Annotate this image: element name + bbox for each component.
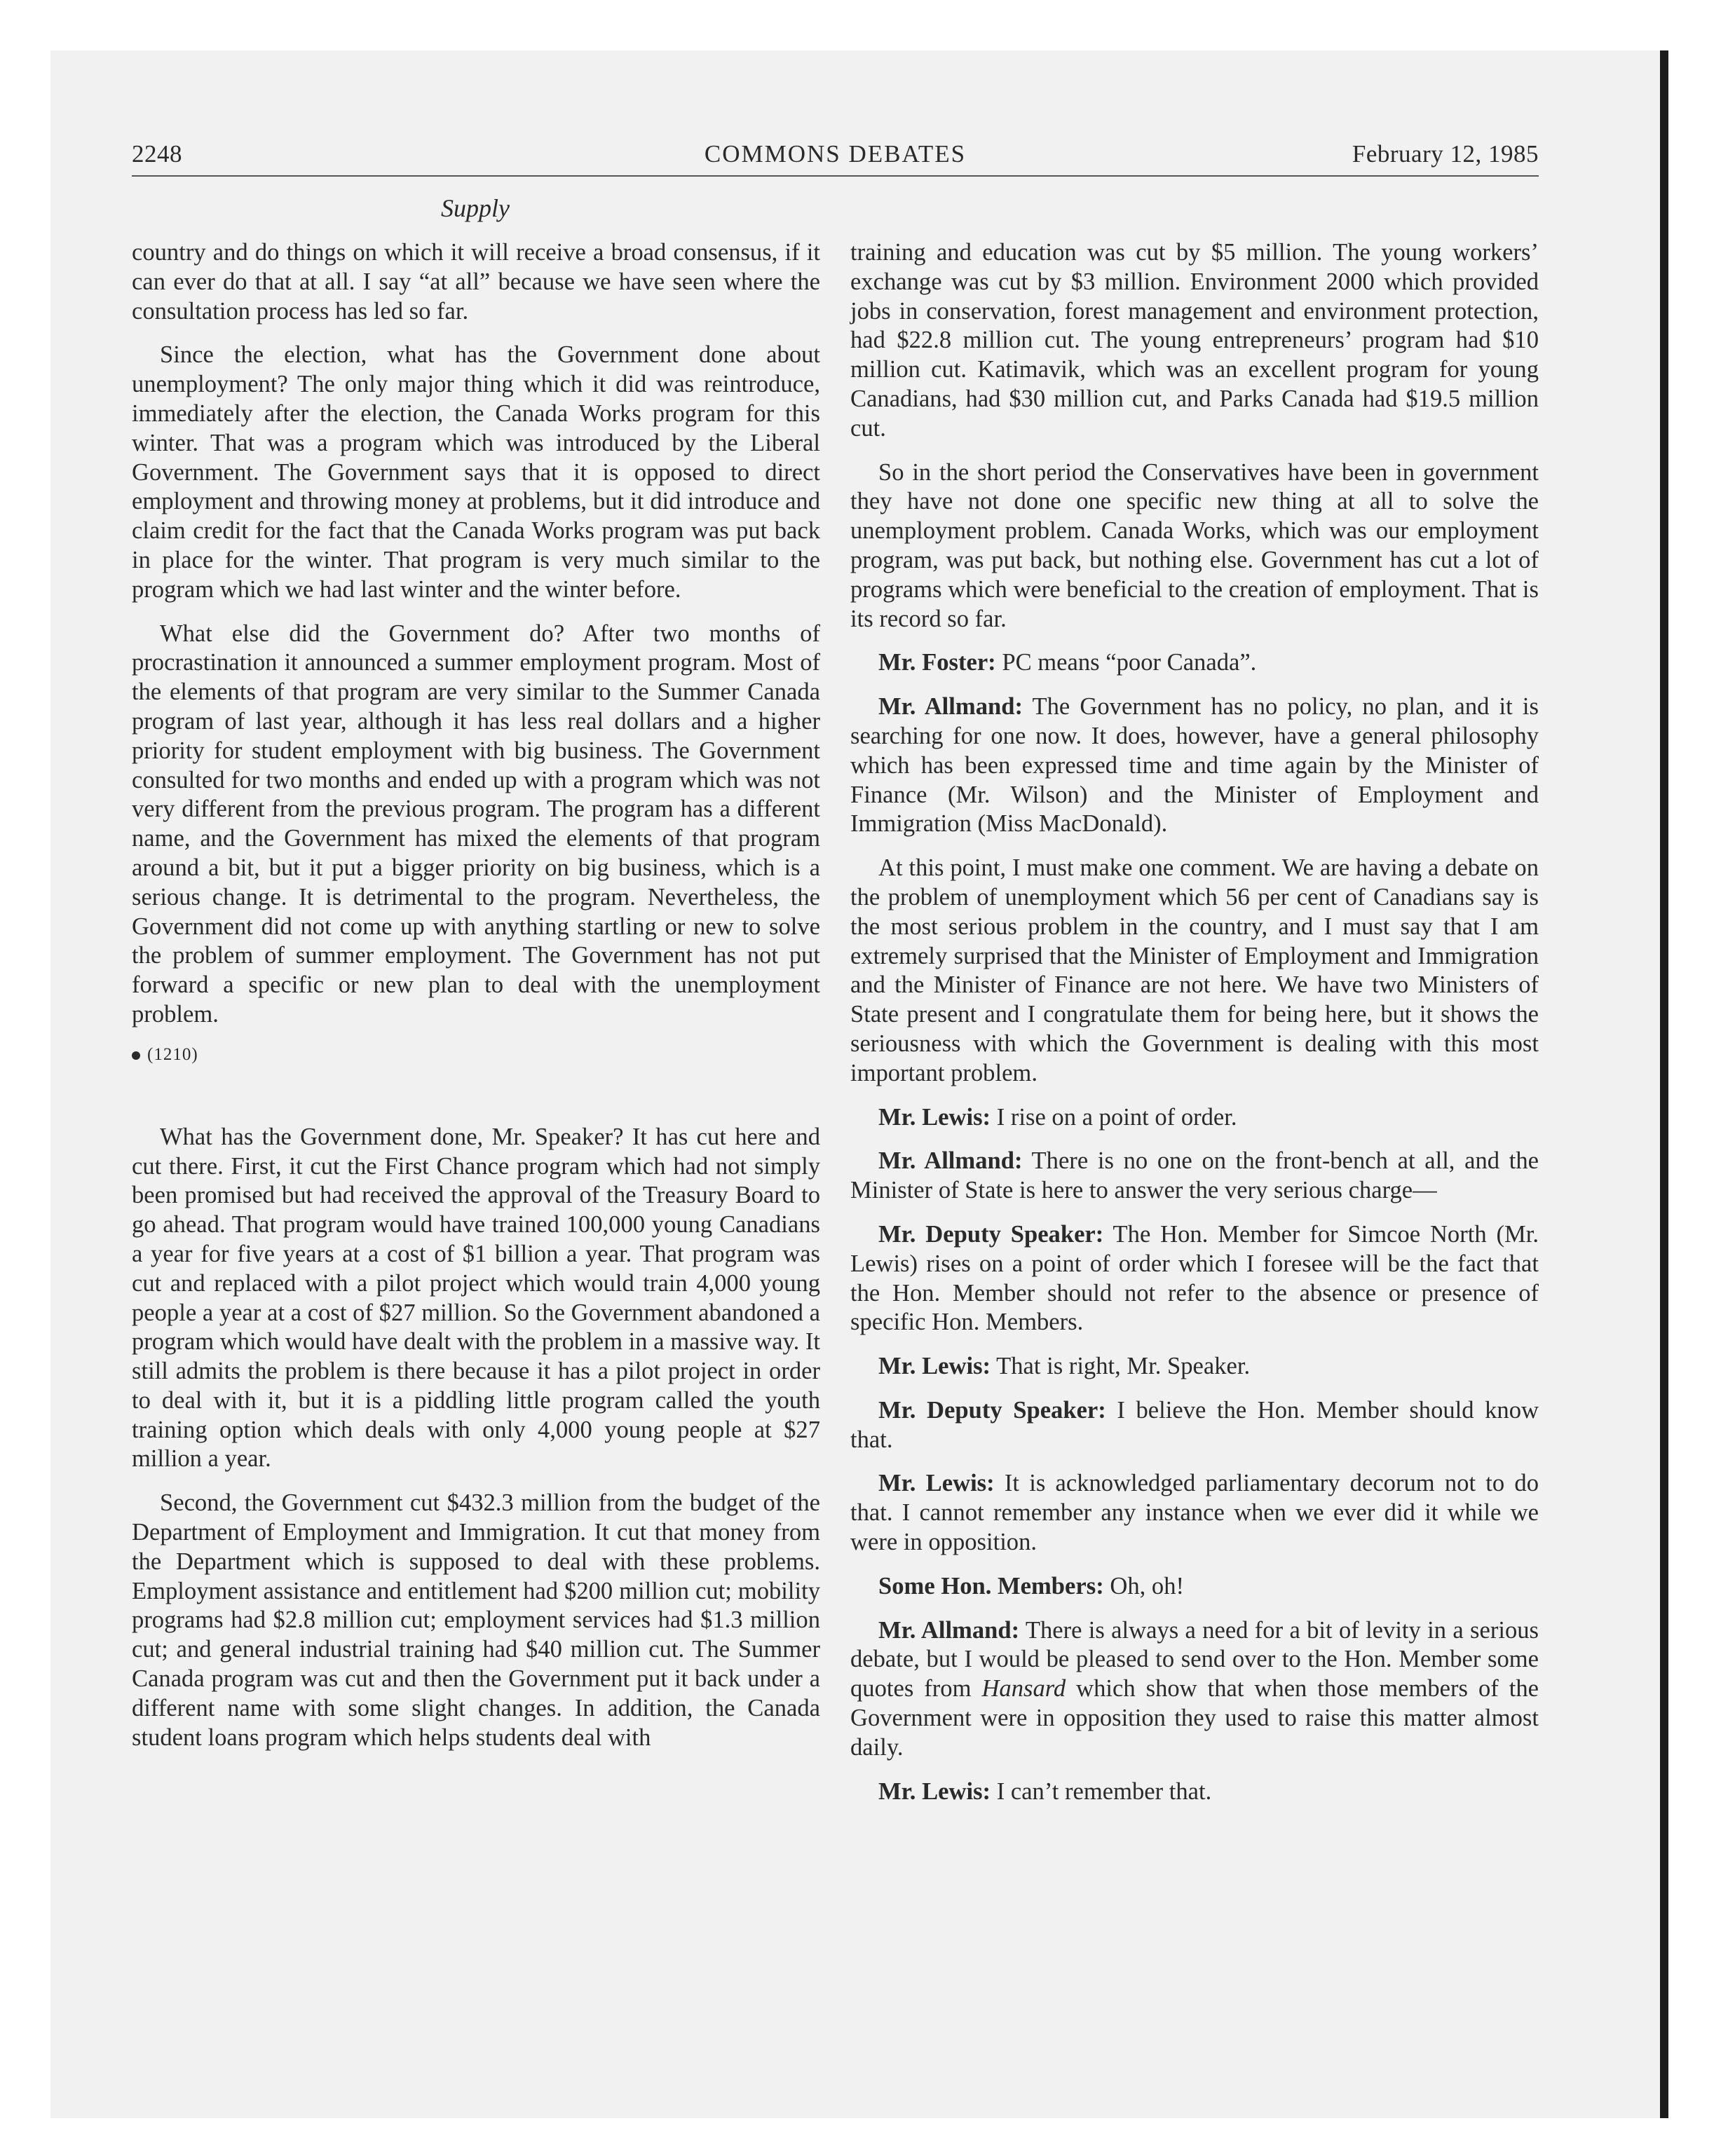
- speaker-name: Mr. Lewis:: [878, 1470, 995, 1497]
- paragraph: So in the short period the Conservatives have been in government they have not done one specific new thing at all to solve the unemployment problem. Canada Works, which was our employment program, was put back, but nothing else. Government has cut a lot of programs which were beneficial to the creation of employment. That is its record so far.: [850, 458, 1539, 632]
- left-column: [132, 238, 820, 1767]
- speaker-name: Mr. Allmand:: [878, 1147, 1023, 1175]
- speech-text: It is acknowledged parliamentary decorum not to do that. I cannot remember any instance when we ever did it while we were in opposition.: [850, 1470, 1539, 1556]
- time-marker: [132, 1044, 820, 1065]
- speech: [850, 1147, 1539, 1206]
- publication-date: February 12, 1985: [1352, 140, 1539, 168]
- paragraph: country and do things on which it will receive a broad consensus, if it can ever do that at all. I say “at all” because we have seen where the consultation process has led so far.: [132, 239, 820, 325]
- speaker-name: Mr. Allmand:: [878, 1616, 1020, 1644]
- speaker-name: Mr. Deputy Speaker:: [878, 1220, 1104, 1248]
- paragraph: At this point, I must make one comment. We are having a debate on the problem of unemployment which 56 per cent of Canadians say is the most serious problem in the country, and I must say that I am extremely surprised that the Minister of Employment and Immigration and the Minister of Finance are not here. We have two Ministers of State present and I congratulate them for being here, but it shows the seriousness with which the Government is dealing with this most important problem.: [850, 854, 1539, 1086]
- paragraph: What has the Government done, Mr. Speaker? It has cut here and cut there. First, it cut the First Chance program which had not simply been promised but had received the approval of the Treasury Board to go ahead. That program would have trained 100,000 young Canadians a year for five years at a cost of $1 billion a year. That program was cut and replaced with a pilot project which would train 4,000 young people a year at a cost of $27 million. So the Government abandoned a program which would have dealt with the problem in a massive way. It still admits the problem is there because it has a pilot project in order to deal with it, but it is a piddling little program called the youth training option which deals with only 4,000 young people at $27 million a year.: [132, 1123, 821, 1473]
- hansard-title: Hansard: [981, 1675, 1066, 1703]
- speech: [850, 648, 1539, 678]
- publication-title: COMMONS DEBATES: [704, 140, 967, 168]
- speech: [850, 1572, 1539, 1602]
- speaker-name: Mr. Lewis:: [878, 1778, 991, 1805]
- speech-text: PC means “poor Canada”.: [995, 649, 1257, 676]
- speech-text: The Government has no policy, no plan, and it is searching for one now. It does, however, have a general philosophy which has been expressed time and time again by the Minister of Finance (Mr. Wilson) and the Minister of Employment and Immigration (Miss MacDonald).: [850, 693, 1539, 838]
- speech-text: The Hon. Member for Simcoe North (Mr. Lewis) rises on a point of order which I foresee will be the fact that the Hon. Member should not refer to the absence or presence of specific Hon. Members.: [850, 1220, 1539, 1336]
- speech-text: I believe the Hon. Member should know that.: [850, 1396, 1539, 1453]
- speech-text: I can’t remember that.: [991, 1778, 1212, 1805]
- paragraph: Since the election, what has the Government done about unemployment? The only major thing which it did was reintroduce, immediately after the election, the Canada Works program for this winter. That was a program which was introduced by the Liberal Government. The Government says that it is opposed to direct employment and throwing money at problems, but it did introduce and claim credit for the fact that the Canada Works program was put back in place for the winter. That program is very much similar to the program which we had last winter and the winter before.: [132, 341, 820, 603]
- speaker-name: Some Hon. Members:: [878, 1572, 1104, 1599]
- speech: [850, 1616, 1539, 1763]
- paragraph: Second, the Government cut $432.3 million from the budget of the Department of Employment and Immigration. It cut that money from the Department which is supposed to deal with these problems. Employment assistance and entitlement had $200 million cut; mobility programs had $2.8 million cut; employment services had $1.3 million cut; and general industrial training had $40 million cut. The Summer Canada program was cut and then the Government put it back under a different name with some slight changes. In addition, the Canada student loans program which helps students deal with: [132, 1489, 820, 1751]
- section-heading: Supply: [441, 194, 510, 222]
- paragraph: What else did the Government do? After two months of procrastination it announced a summer employment program. Most of the elements of that program are very similar to the Summer Canada program of last year, although it has less real dollars and a higher priority for student employment with big business. The Government consulted for two months and ended up with a program which was not very different from the previous program. The program has a different name, and the Government has mixed the elements of that program around a bit, but it put a bigger priority on big business, which is a serious change. It is detrimental to the program. Nevertheless, the Government did not come up with anything startling or new to solve the problem of summer employment. The Government has not put forward a specific or new plan to deal with the unemployment problem.: [132, 620, 820, 1028]
- speaker-name: Mr. Lewis:: [878, 1353, 991, 1380]
- speech-text: There is no one on the front-bench at all, and the Minister of State is here to answer the very serious charge—: [850, 1147, 1539, 1204]
- speech: [850, 1469, 1539, 1557]
- speech-text: I rise on a point of order.: [991, 1103, 1237, 1131]
- speech-text: There is always a need for a bit of levity in a serious debate, but I would be pleased to send over to the Hon. Member some quotes from: [850, 1616, 1539, 1703]
- speech: [850, 1778, 1539, 1807]
- speech-text: Oh, oh!: [1103, 1572, 1185, 1599]
- speaker-name: Mr. Deputy Speaker:: [878, 1396, 1106, 1424]
- speech-text: That is right, Mr. Speaker.: [991, 1353, 1251, 1380]
- speaker-name: Mr. Allmand:: [878, 693, 1023, 721]
- bullet-icon: [132, 1051, 140, 1060]
- speech: [850, 1352, 1539, 1381]
- speech: [850, 1396, 1539, 1455]
- time-marker-text: (1210): [147, 1044, 198, 1064]
- speaker-name: Mr. Foster:: [878, 649, 996, 676]
- paragraph: training and education was cut by $5 million. The young workers’ exchange was cut by $3 million. Environment 2000 which provided jobs in conservation, forest management and environment protection, had $22.8 million cut. The young entrepreneurs’ program had $10 million cut. Katimavik, which was an excellent program for young Canadians, had $30 million cut, and Parks Canada had $19.5 million cut.: [850, 239, 1539, 442]
- header-rule: [132, 175, 1539, 177]
- speech-text: which show that when those members of the Government were in opposition they used to raise this matter almost daily.: [850, 1675, 1539, 1761]
- right-column: [850, 238, 1539, 1821]
- speech: [850, 1220, 1539, 1337]
- speech: [850, 1103, 1539, 1133]
- page-number: 2248: [132, 140, 182, 168]
- scan-edge-bar: [1660, 50, 1668, 2118]
- speaker-name: Mr. Lewis:: [878, 1103, 991, 1131]
- speech: [850, 692, 1539, 839]
